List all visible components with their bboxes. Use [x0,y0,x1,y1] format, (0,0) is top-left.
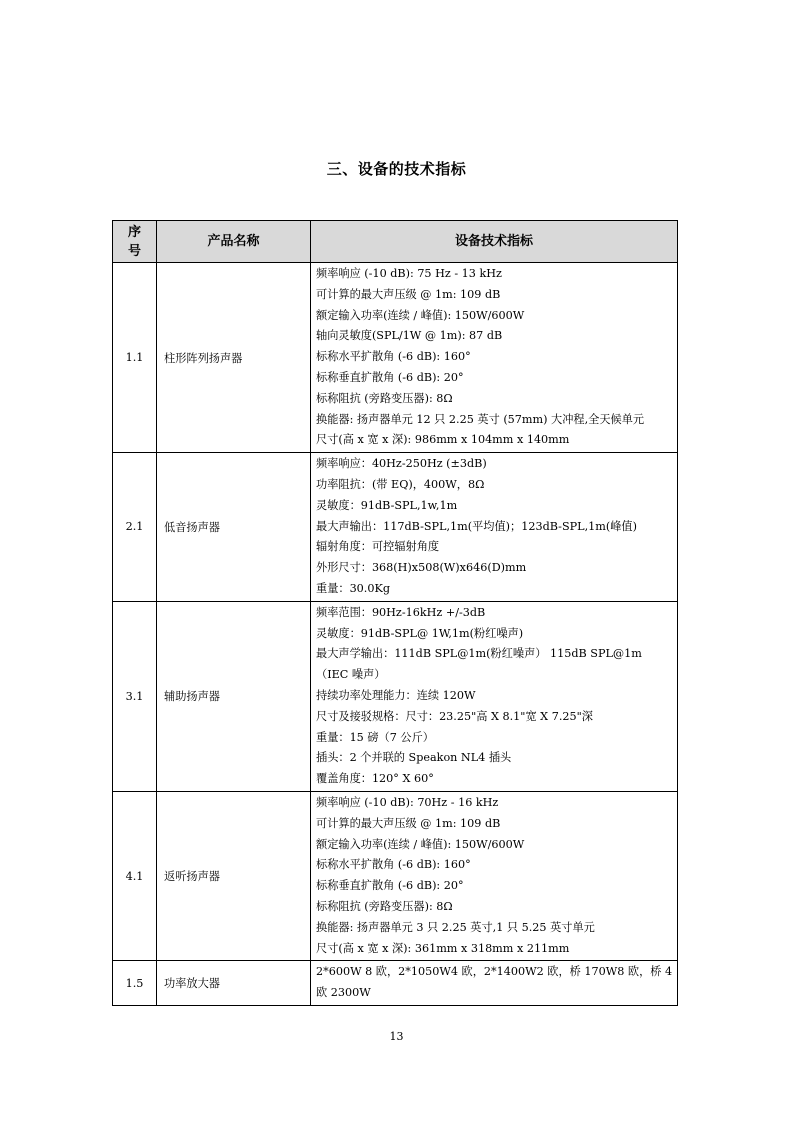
spec-line: 频率范围：90Hz-16kHz +/-3dB [316,605,486,619]
spec-line: 覆盖角度：120° X 60° [316,772,434,786]
row-product-name: 功率放大器 [157,961,311,1006]
spec-table [112,220,678,1006]
spec-line: 尺寸及接驳规格：尺寸：23.25"高 X 8.1"宽 X 7.25"深 [316,709,593,723]
page-number: 13 [389,1030,404,1043]
row-no: 1.1 [113,263,157,453]
row-specs [311,263,678,453]
row-product-name: 返听扬声器 [157,791,311,960]
row-specs [311,791,678,960]
table-row [113,961,678,1006]
spec-line: 轴向灵敏度(SPL/1W @ 1m): 87 dB [316,329,503,343]
spec-line: 最大声学输出：111dB SPL@1m(粉红噪声） 115dB SPL@1m（IEC 噪声） [316,647,642,682]
spec-line: 尺寸(高 x 宽 x 深): 361mm x 318mm x 211mm [316,941,570,955]
row-specs [311,453,678,602]
spec-line: 频率响应 (-10 dB): 75 Hz - 13 kHz [316,267,502,280]
spec-line: 功率阻抗：(带 EQ)，400W，8Ω [316,477,485,491]
spec-line: 最大声输出：117dB-SPL,1m(平均值)；123dB-SPL,1m(峰值) [316,519,637,533]
table-row [113,791,678,960]
row-product-name: 辅助扬声器 [157,601,311,791]
spec-line: 换能器: 扬声器单元 3 只 2.25 英寸,1 只 5.25 英寸单元 [316,920,595,934]
spec-line: 灵敏度：91dB-SPL,1w,1m [316,498,458,512]
row-specs [311,961,678,1006]
table-row [113,601,678,791]
spec-line: 标称水平扩散角 (-6 dB): 160° [316,858,471,872]
spec-line: 标称阻抗 (旁路变压器): 8Ω [316,899,453,913]
spec-line: 频率响应：40Hz-250Hz (±3dB) [316,457,487,471]
table-row [113,453,678,602]
spec-line: 插头：2 个并联的 Speakon NL4 插头 [316,751,512,765]
spec-line: 标称垂直扩散角 (-6 dB): 20° [316,879,464,893]
spec-line: 2*600W 8 欧，2*1050W4 欧，2*1400W2 欧，桥 170W8 欧，桥 4 欧 2300W [316,965,673,1000]
spec-line: 持续功率处理能力：连续 120W [316,688,476,702]
table-row [113,263,678,453]
row-no: 3.1 [113,601,157,791]
page-title: 三、设备的技术指标 [326,160,467,178]
row-no: 1.5 [113,961,157,1006]
row-product-name: 低音扬声器 [157,453,311,602]
spec-line: 尺寸(高 x 宽 x 深): 986mm x 104mm x 140mm [316,433,570,447]
spec-line: 标称水平扩散角 (-6 dB): 160° [316,350,471,364]
spec-line: 重量：15 磅（7 公斤） [316,730,434,744]
spec-line: 灵敏度：91dB-SPL@ 1W,1m(粉红噪声) [316,626,524,640]
spec-line: 外形尺寸：368(H)x508(W)x646(D)mm [316,561,527,575]
header-product-name: 产品名称 [157,221,311,263]
table-header-row [113,221,678,263]
spec-line: 频率响应 (-10 dB): 70Hz - 16 kHz [316,795,499,809]
spec-line: 标称垂直扩散角 (-6 dB): 20° [316,370,464,384]
row-no: 2.1 [113,453,157,602]
spec-line: 可计算的最大声压级 @ 1m: 109 dB [316,287,501,301]
header-spec: 设备技术指标 [311,221,678,263]
spec-line: 重量：30.0Kg [316,581,390,595]
spec-line: 额定输入功率(连续 / 峰值): 150W/600W [316,837,525,851]
row-no: 4.1 [113,791,157,960]
row-specs [311,601,678,791]
spec-line: 辐射角度：可控辐射角度 [316,540,440,554]
spec-line: 标称阻抗 (旁路变压器): 8Ω [316,391,453,405]
spec-line: 换能器: 扬声器单元 12 只 2.25 英寸 (57mm) 大冲程,全天候单元 [316,412,645,426]
spec-line: 额定输入功率(连续 / 峰值): 150W/600W [316,308,525,322]
spec-line: 可计算的最大声压级 @ 1m: 109 dB [316,816,501,830]
row-product-name: 柱形阵列扬声器 [157,263,311,453]
header-no: 序 号 [113,221,157,263]
